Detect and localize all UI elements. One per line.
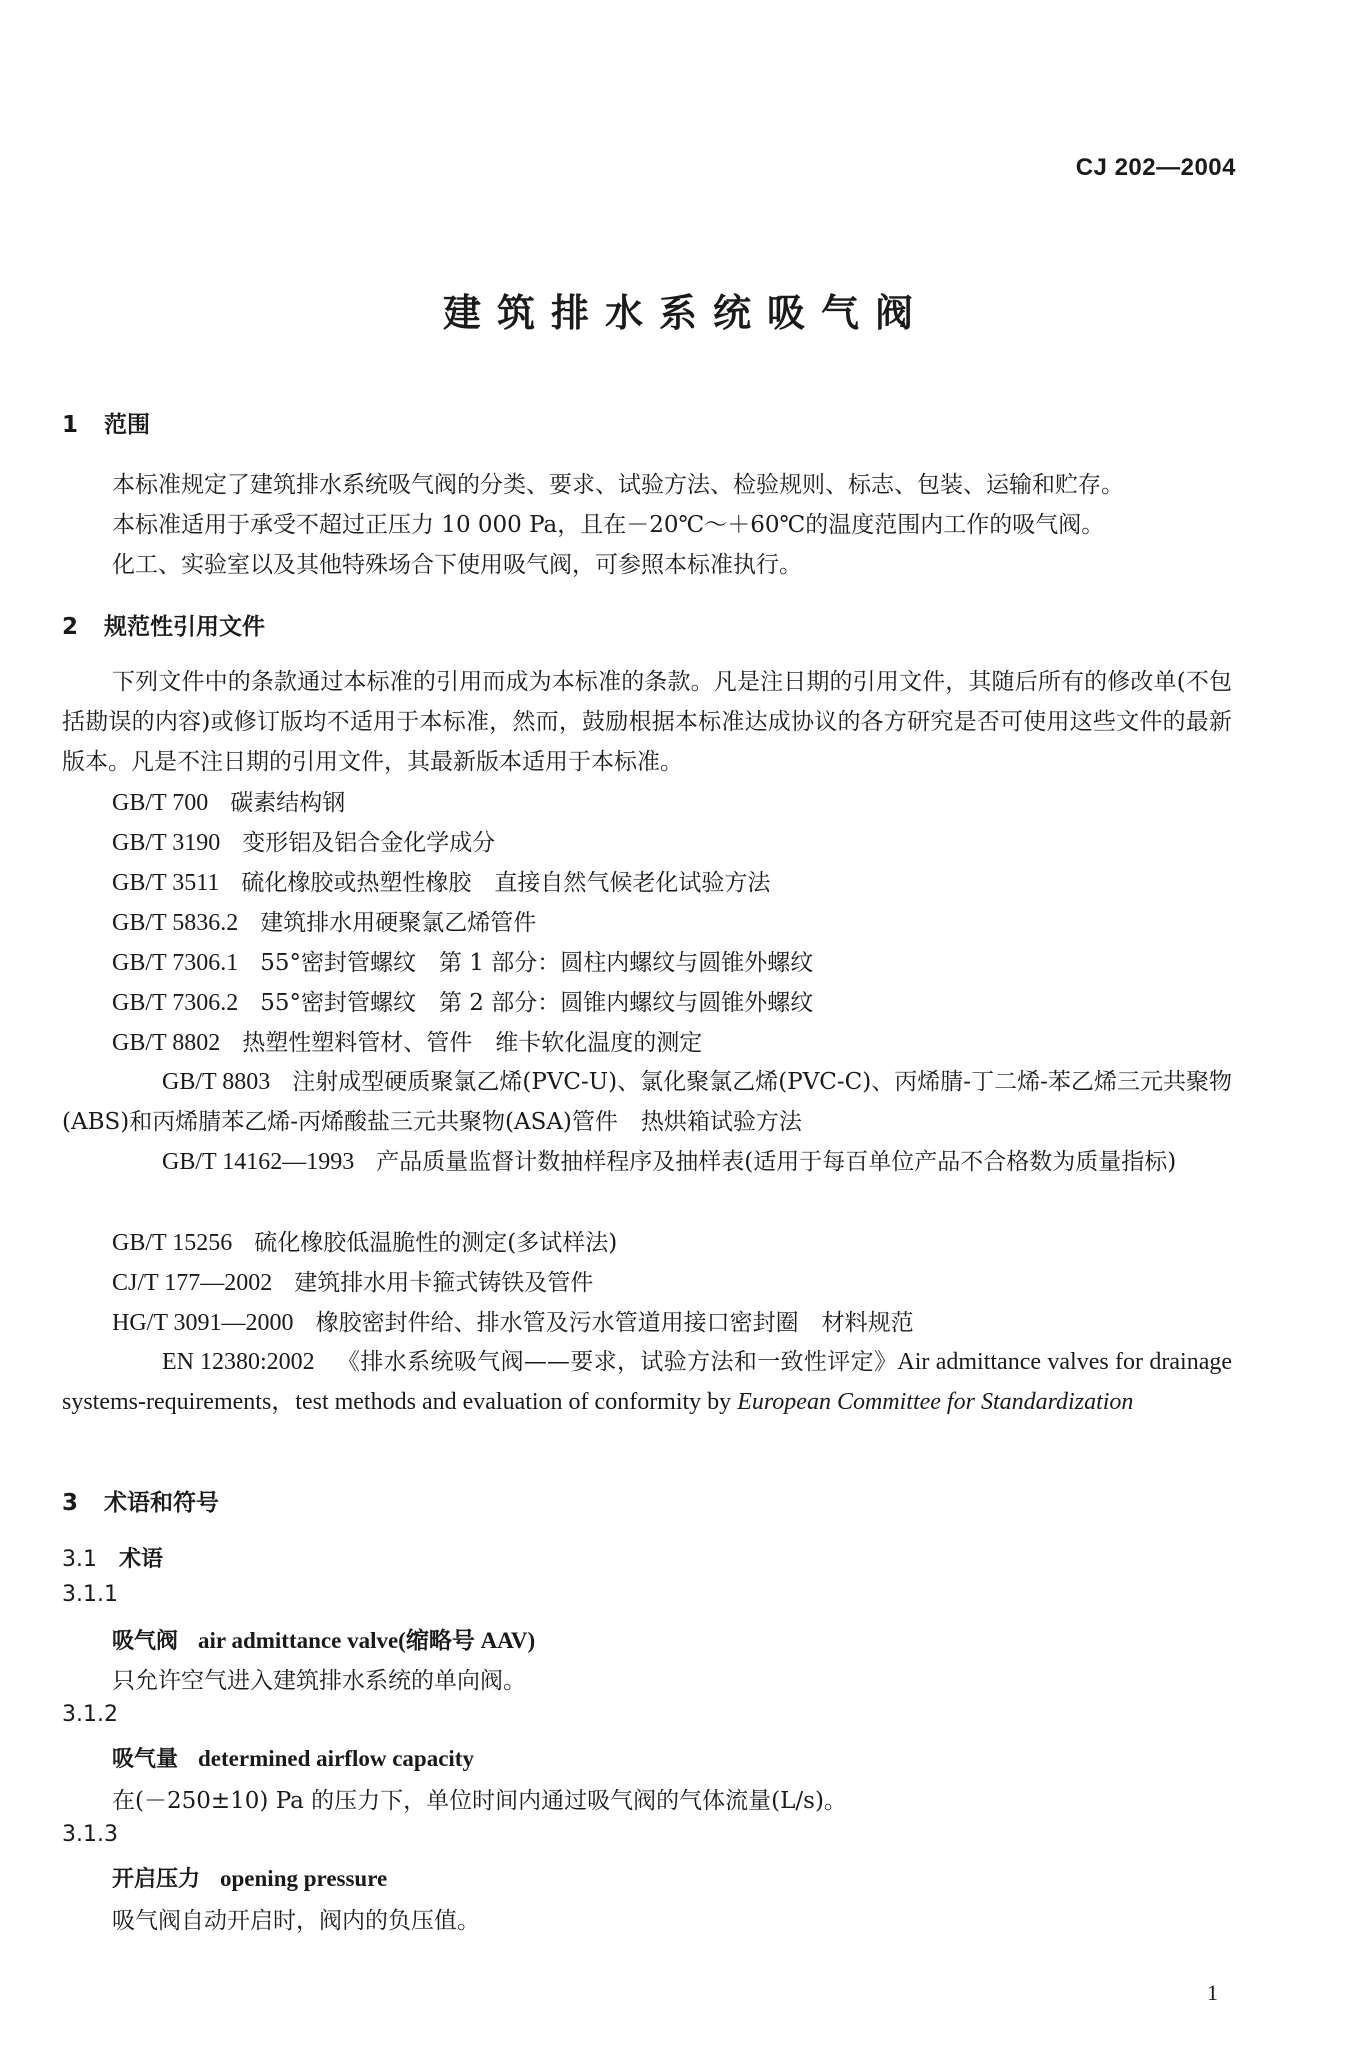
section-1-heading (62, 406, 150, 439)
reference-code: GB/T 5836.2 (112, 910, 239, 936)
reference-item (112, 784, 345, 817)
section-2-heading (62, 608, 265, 641)
subsection-3-1-heading (62, 1542, 163, 1573)
term-en: opening pressure (220, 1866, 388, 1891)
reference-name: 55°密封管螺纹 第 1 部分：圆柱内螺纹与圆锥外螺纹 (260, 950, 814, 976)
reference-code: GB/T 14162—1993 (162, 1149, 355, 1175)
reference-name-en: Air admittance valves for drainage systems-requirements，test methods and evaluation of conformity by (62, 1349, 1233, 1415)
term-number: 3.1.1 (62, 1582, 118, 1607)
reference-code: GB/T 3511 (112, 870, 220, 896)
term-definition: 只允许空气进入建筑排水系统的单向阀。 (112, 1668, 526, 1694)
reference-code: CJ/T 177—2002 (112, 1270, 273, 1296)
reference-code: GB/T 8803 (162, 1069, 271, 1095)
reference-name: 硫化橡胶低温脆性的测定(多试样法) (254, 1230, 618, 1256)
reference-name: 碳素结构钢 (230, 790, 346, 816)
term-number: 3.1.2 (62, 1702, 118, 1727)
reference-name: 注射成型硬质聚氯乙烯(PVC-U)、氯化聚氯乙烯(PVC-C)、丙烯腈-丁二烯-苯乙烯三元共聚物(ABS)和丙烯腈苯乙烯-丙烯酸盐三元共聚物(ASA)管件 热烘箱试验方法 (62, 1069, 1232, 1135)
page-number: 1 (1207, 1980, 1218, 2005)
reference-name: 建筑排水用卡箍式铸铁及管件 (294, 1270, 594, 1296)
reference-item (112, 824, 495, 857)
section-1-paragraph-2: 本标准适用于承受不超过正压力 10 000 Pa，且在－20℃～＋60℃的温度范围内工作的吸气阀。 (112, 512, 1105, 538)
term-cn: 开启压力 (112, 1867, 201, 1892)
reference-item (112, 944, 813, 977)
reference-item (112, 1224, 617, 1257)
reference-item-en (62, 1342, 1232, 1422)
reference-name: 橡胶密封件给、排水管及污水管道用接口密封圈 材料规范 (315, 1310, 914, 1336)
reference-code: GB/T 7306.2 (112, 990, 239, 1016)
section-1-paragraph-1: 本标准规定了建筑排水系统吸气阀的分类、要求、试验方法、检验规则、标志、包装、运输和贮存。 (112, 472, 1124, 498)
term-heading (112, 1862, 387, 1893)
reference-name-cn: 《排水系统吸气阀——要求，试验方法和一致性评定》 (336, 1349, 898, 1375)
section-3-heading (62, 1484, 219, 1517)
reference-item (112, 904, 536, 937)
term-definition: 吸气阀自动开启时，阀内的负压值。 (112, 1908, 480, 1934)
reference-organization: European Committee for Standardization (737, 1389, 1134, 1415)
subsection-title: 术语 (119, 1547, 164, 1572)
reference-name: 产品质量监督计数抽样程序及抽样表(适用于每百单位产品不合格数为质量指标) (376, 1149, 1177, 1175)
section-title: 范围 (104, 412, 150, 438)
reference-code: HG/T 3091—2000 (112, 1310, 294, 1336)
reference-item (112, 1024, 702, 1057)
page-title: 建筑排水系统吸气阀 (442, 291, 929, 335)
term-heading (112, 1622, 535, 1655)
section-number: 3 (62, 1490, 79, 1516)
reference-item (112, 1304, 914, 1337)
term-en: determined airflow capacity (198, 1746, 474, 1771)
reference-code: GB/T 3190 (112, 830, 221, 856)
term-cn: 吸气阀 (112, 1629, 179, 1654)
section-number: 1 (62, 412, 79, 438)
reference-item (62, 1062, 1232, 1142)
reference-code: GB/T 15256 (112, 1230, 233, 1256)
reference-code: GB/T 8802 (112, 1030, 221, 1056)
subsection-number: 3.1 (62, 1547, 97, 1572)
term-definition: 在(－250±10) Pa 的压力下，单位时间内通过吸气阀的气体流量(L/s)。 (112, 1788, 847, 1814)
section-title: 术语和符号 (104, 1490, 219, 1516)
reference-item (62, 1142, 1232, 1182)
reference-item (112, 1264, 593, 1297)
document-code: CJ 202—2004 (1075, 154, 1236, 181)
section-1-paragraph-3: 化工、实验室以及其他特殊场合下使用吸气阀，可参照本标准执行。 (112, 552, 802, 578)
reference-code: EN 12380:2002 (162, 1349, 315, 1375)
reference-name: 55°密封管螺纹 第 2 部分：圆锥内螺纹与圆锥外螺纹 (260, 990, 814, 1016)
reference-name: 热塑性塑料管材、管件 维卡软化温度的测定 (242, 1030, 703, 1056)
reference-code: GB/T 7306.1 (112, 950, 239, 976)
reference-item (112, 864, 770, 897)
reference-name: 硫化橡胶或热塑性橡胶 直接自然气候老化试验方法 (241, 870, 771, 896)
section-title: 规范性引用文件 (104, 614, 265, 640)
reference-item (112, 984, 813, 1017)
reference-name: 建筑排水用硬聚氯乙烯管件 (260, 910, 537, 936)
term-cn: 吸气量 (112, 1747, 179, 1772)
term-en: air admittance valve(缩略号 AAV) (198, 1628, 536, 1653)
section-number: 2 (62, 614, 79, 640)
reference-code: GB/T 700 (112, 790, 209, 816)
reference-name: 变形铝及铝合金化学成分 (242, 830, 496, 856)
term-number: 3.1.3 (62, 1822, 118, 1847)
term-heading (112, 1742, 474, 1773)
section-2-intro: 下列文件中的条款通过本标准的引用而成为本标准的条款。凡是注日期的引用文件，其随后所有的修改单(不包括勘误的内容)或修订版均不适用于本标准，然而，鼓励根据本标准达成协议的各方研究是否可使用这些文件的最新版本。凡是不注日期的引用文件，其最新版本适用于本标准。 (62, 669, 1232, 775)
